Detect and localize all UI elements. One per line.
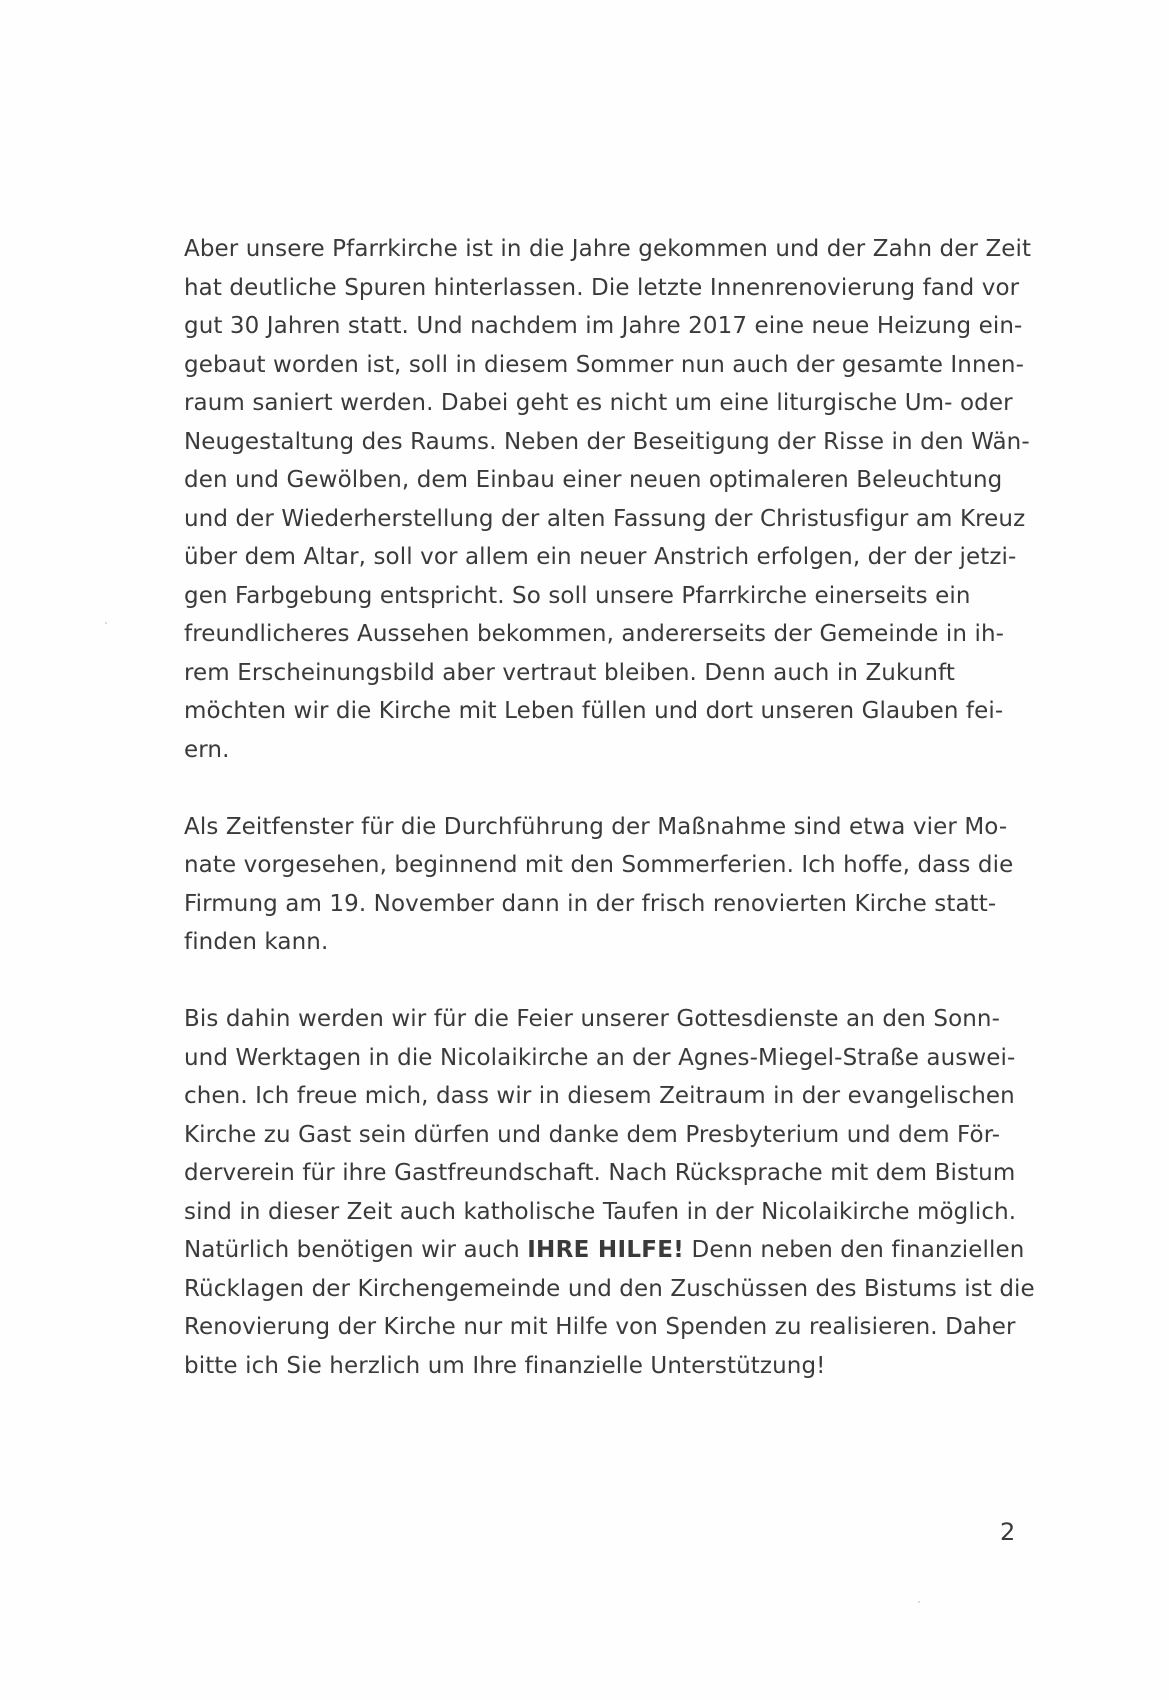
text-line: bitte ich Sie herzlich um Ihre finanzielle Unterstützung! [184,1352,826,1379]
text-line: ern. [184,736,230,763]
text-line: und der Wiederherstellung der alten Fassung der Christusfigur am Kreuz [184,505,1026,532]
paragraph-gap [184,962,1022,1001]
text-line: raum saniert werden. Dabei geht es nicht um eine liturgische Um- oder [184,390,1013,416]
text-line: nate vorgesehen, beginnend mit den Sommerferien. Ich hoffe, dass die [184,852,1014,878]
text-line: und Werktagen in die Nicolaikirche an der Agnes-Miegel-Straße auswei- [184,1044,1016,1071]
text-line: Kirche zu Gast sein dürfen und danke dem Presbyterium und dem För- [184,1121,1001,1148]
body-text [184,230,1035,1385]
text-line: hat deutliche Spuren hinterlassen. Die letzte Innenrenovierung fand vor [184,274,1020,301]
text-line: freundlicheres Aussehen bekommen, andererseits der Gemeinde in ih- [184,621,1005,647]
text-segment: Natürlich benötigen wir auch [184,1237,528,1263]
text-line: über dem Altar, soll vor allem ein neuer Anstrich erfolgen, der der jetzi- [184,544,1017,570]
text-line: gen Farbgebung entspricht. So soll unsere Pfarrkirche einerseits ein [184,582,971,609]
page-number: 2 [1000,1518,1016,1546]
text-line: Firmung am 19. November dann in der frisch renovierten Kirche statt- [184,890,997,917]
text-line: derverein für ihre Gastfreundschaft. Nach Rücksprache mit dem Bistum [184,1160,1016,1186]
text-line: gebaut worden ist, soll in diesem Sommer nun auch der gesamte Innen- [184,351,1024,378]
text-line-emphasis [184,1231,1025,1270]
help-emphasis: IHRE HILFE! [527,1237,685,1263]
text-line: den und Gewölben, dem Einbau einer neuen optimaleren Beleuchtung [184,467,1003,493]
text-line: Renovierung der Kirche nur mit Hilfe von Spenden zu realisieren. Daher [184,1314,1016,1340]
text-line: sind in dieser Zeit auch katholische Taufen in der Nicolaikirche möglich. [184,1198,1017,1225]
paragraph-donation-appeal [184,1000,1035,1385]
text-line: rem Erscheinungsbild aber vertraut bleiben. Denn auch in Zukunft [184,659,955,686]
paragraph-renovation [184,230,1032,769]
text-line: Rücklagen der Kirchengemeinde und den Zuschüssen des Bistums ist die [184,1275,1035,1302]
text-line: möchten wir die Kirche mit Leben füllen und dort unseren Glauben fei- [184,698,1004,724]
scan-speck [918,1601,920,1603]
scan-speck [105,622,107,624]
paragraph-gap [184,769,1022,808]
text-line: Aber unsere Pfarrkirche ist in die Jahre gekommen und der Zahn der Zeit [184,236,1032,262]
paragraph-timeframe [184,808,1022,962]
text-line: gut 30 Jahren statt. Und nachdem im Jahre 2017 eine neue Heizung ein- [184,313,1023,339]
text-line: Als Zeitfenster für die Durchführung der Maßnahme sind etwa vier Mo- [184,813,1008,840]
text-line: Neugestaltung des Raums. Neben der Beseitigung der Risse in den Wän- [184,428,1030,455]
text-line: Bis dahin werden wir für die Feier unserer Gottesdienste an den Sonn- [184,1006,1000,1032]
text-segment: Denn neben den finanziellen [684,1237,1025,1263]
text-line: chen. Ich freue mich, dass wir in diesem Zeitraum in der evangelischen [184,1083,1015,1109]
text-line: finden kann. [184,929,329,955]
